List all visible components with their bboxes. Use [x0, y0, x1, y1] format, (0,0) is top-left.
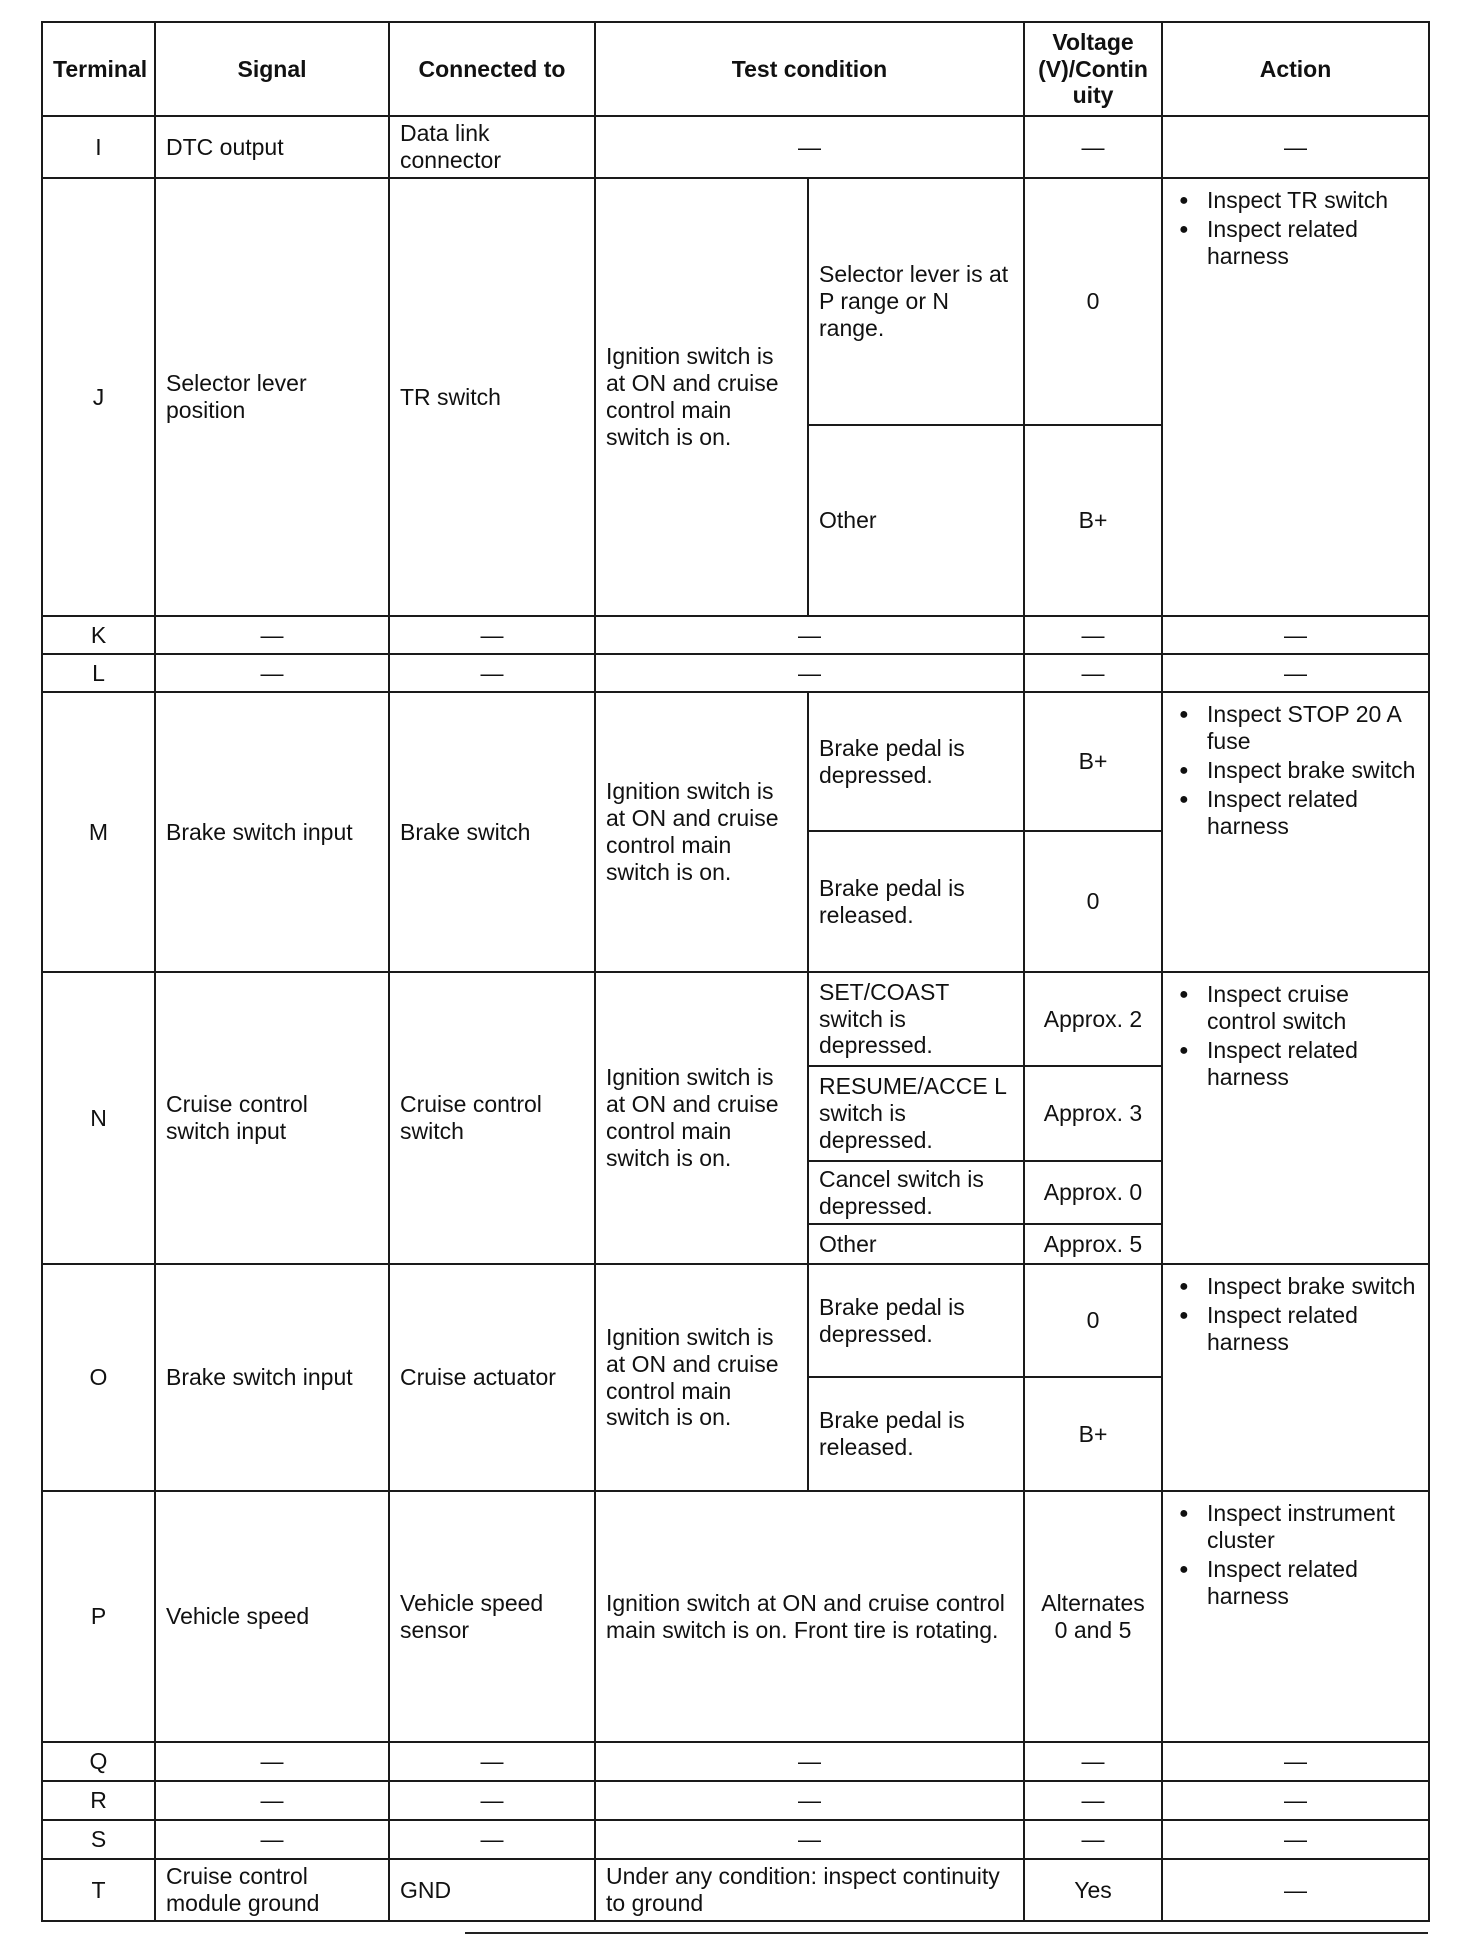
signal-cell: Brake switch input	[155, 692, 389, 972]
signal-cell: DTC output	[155, 116, 389, 178]
table-row	[42, 116, 1429, 178]
condition-cell: —	[595, 616, 1024, 654]
condition-cell: —	[595, 1742, 1024, 1781]
signal-cell: —	[155, 654, 389, 692]
header-action: Action	[1162, 22, 1429, 116]
voltage-cell: Approx. 5	[1024, 1224, 1162, 1264]
sub-condition-cell: Other	[808, 425, 1024, 616]
table-row	[42, 1742, 1429, 1781]
voltage-cell: Approx. 3	[1024, 1066, 1162, 1161]
connected-cell: Data link connector	[389, 116, 595, 178]
header-signal: Signal	[155, 22, 389, 116]
terminal-cell: N	[42, 972, 155, 1264]
action-item: ● Inspect related harness	[1173, 1556, 1418, 1610]
action-cell	[1162, 178, 1429, 616]
action-item: ● Inspect cruise control switch	[1173, 981, 1418, 1035]
voltage-cell: B+	[1024, 1377, 1162, 1491]
sub-condition-cell: Other	[808, 1224, 1024, 1264]
voltage-cell: 0	[1024, 831, 1162, 972]
signal-cell: Cruise control module ground	[155, 1859, 389, 1921]
action-cell: —	[1162, 1820, 1429, 1859]
table-row	[42, 1859, 1429, 1921]
condition-cell: Under any condition: inspect continuity to ground	[595, 1859, 1024, 1921]
terminal-cell: K	[42, 616, 155, 654]
action-item: ● Inspect related harness	[1173, 216, 1418, 270]
action-cell	[1162, 692, 1429, 972]
connected-cell: GND	[389, 1859, 595, 1921]
sub-condition-cell: Brake pedal is depressed.	[808, 692, 1024, 831]
signal-cell: Selector lever position	[155, 178, 389, 616]
sub-condition-cell: SET/COAST switch is depressed.	[808, 972, 1024, 1066]
signal-cell: —	[155, 616, 389, 654]
terminal-table	[41, 21, 1430, 1922]
action-item: ● Inspect instrument cluster	[1173, 1500, 1418, 1554]
voltage-cell: 0	[1024, 178, 1162, 425]
voltage-cell: Approx. 2	[1024, 972, 1162, 1066]
header-connected-to: Connected to	[389, 22, 595, 116]
table-row	[42, 616, 1429, 654]
terminal-cell: M	[42, 692, 155, 972]
sub-condition-cell: Brake pedal is depressed.	[808, 1264, 1024, 1377]
connected-cell: Vehicle speed sensor	[389, 1491, 595, 1742]
action-cell: —	[1162, 654, 1429, 692]
action-item: ● Inspect related harness	[1173, 1037, 1418, 1091]
signal-cell: —	[155, 1742, 389, 1781]
voltage-cell: —	[1024, 616, 1162, 654]
voltage-cell: —	[1024, 1820, 1162, 1859]
table-row	[42, 1264, 1429, 1377]
voltage-cell: Alternates 0 and 5	[1024, 1491, 1162, 1742]
action-item: ● Inspect related harness	[1173, 1302, 1418, 1356]
action-cell: —	[1162, 616, 1429, 654]
terminal-cell: S	[42, 1820, 155, 1859]
table-row	[42, 654, 1429, 692]
condition-cell: —	[595, 1820, 1024, 1859]
connected-cell: TR switch	[389, 178, 595, 616]
terminal-cell: R	[42, 1781, 155, 1820]
terminal-cell: T	[42, 1859, 155, 1921]
voltage-cell: 0	[1024, 1264, 1162, 1377]
signal-cell: Cruise control switch input	[155, 972, 389, 1264]
voltage-cell: B+	[1024, 425, 1162, 616]
terminal-cell: J	[42, 178, 155, 616]
action-cell: —	[1162, 1742, 1429, 1781]
connected-cell: —	[389, 616, 595, 654]
connected-cell: —	[389, 1781, 595, 1820]
terminal-cell: P	[42, 1491, 155, 1742]
header-terminal: Terminal	[42, 22, 155, 116]
terminal-cell: L	[42, 654, 155, 692]
condition-cell: —	[595, 116, 1024, 178]
table-row	[42, 1820, 1429, 1859]
table-row	[42, 1781, 1429, 1820]
action-item: ● Inspect STOP 20 A fuse	[1173, 701, 1418, 755]
action-cell	[1162, 972, 1429, 1264]
table-row	[42, 972, 1429, 1066]
voltage-cell: —	[1024, 654, 1162, 692]
action-item: ● Inspect brake switch	[1173, 1273, 1418, 1300]
condition-cell: Ignition switch at ON and cruise control main switch is on. Front tire is rotating.	[595, 1491, 1024, 1742]
action-item: ● Inspect related harness	[1173, 786, 1418, 840]
terminal-cell: O	[42, 1264, 155, 1491]
action-cell: —	[1162, 116, 1429, 178]
terminal-cell: I	[42, 116, 155, 178]
action-cell: —	[1162, 1859, 1429, 1921]
table-row	[42, 1491, 1429, 1742]
voltage-cell: Yes	[1024, 1859, 1162, 1921]
voltage-cell: —	[1024, 1781, 1162, 1820]
signal-cell: —	[155, 1820, 389, 1859]
connected-cell: —	[389, 654, 595, 692]
action-cell	[1162, 1491, 1429, 1742]
voltage-cell: —	[1024, 1742, 1162, 1781]
voltage-cell: —	[1024, 116, 1162, 178]
voltage-cell: Approx. 0	[1024, 1161, 1162, 1224]
table-row	[42, 178, 1429, 425]
action-item: ● Inspect TR switch	[1173, 187, 1418, 214]
table-row	[42, 692, 1429, 831]
sub-condition-cell: Selector lever is at P range or N range.	[808, 178, 1024, 425]
action-item: ● Inspect brake switch	[1173, 757, 1418, 784]
connected-cell: Cruise control switch	[389, 972, 595, 1264]
condition-cell: Ignition switch is at ON and cruise control main switch is on.	[595, 972, 808, 1264]
action-cell	[1162, 1264, 1429, 1491]
condition-cell: Ignition switch is at ON and cruise control main switch is on.	[595, 1264, 808, 1491]
connected-cell: Cruise actuator	[389, 1264, 595, 1491]
condition-cell: —	[595, 654, 1024, 692]
header-voltage: Voltage (V)/Contin uity	[1024, 22, 1162, 116]
sub-condition-cell: Brake pedal is released.	[808, 1377, 1024, 1491]
voltage-cell: B+	[1024, 692, 1162, 831]
connected-cell: Brake switch	[389, 692, 595, 972]
sub-condition-cell: RESUME/ACCE L switch is depressed.	[808, 1066, 1024, 1161]
terminal-cell: Q	[42, 1742, 155, 1781]
connected-cell: —	[389, 1742, 595, 1781]
action-cell: —	[1162, 1781, 1429, 1820]
signal-cell: Brake switch input	[155, 1264, 389, 1491]
condition-cell: —	[595, 1781, 1024, 1820]
footer-rule	[465, 1932, 1428, 1934]
sub-condition-cell: Cancel switch is depressed.	[808, 1161, 1024, 1224]
connected-cell: —	[389, 1820, 595, 1859]
condition-cell: Ignition switch is at ON and cruise control main switch is on.	[595, 178, 808, 616]
sub-condition-cell: Brake pedal is released.	[808, 831, 1024, 972]
signal-cell: Vehicle speed	[155, 1491, 389, 1742]
signal-cell: —	[155, 1781, 389, 1820]
condition-cell: Ignition switch is at ON and cruise control main switch is on.	[595, 692, 808, 972]
header-row	[42, 22, 1429, 116]
header-test-condition: Test condition	[595, 22, 1024, 116]
